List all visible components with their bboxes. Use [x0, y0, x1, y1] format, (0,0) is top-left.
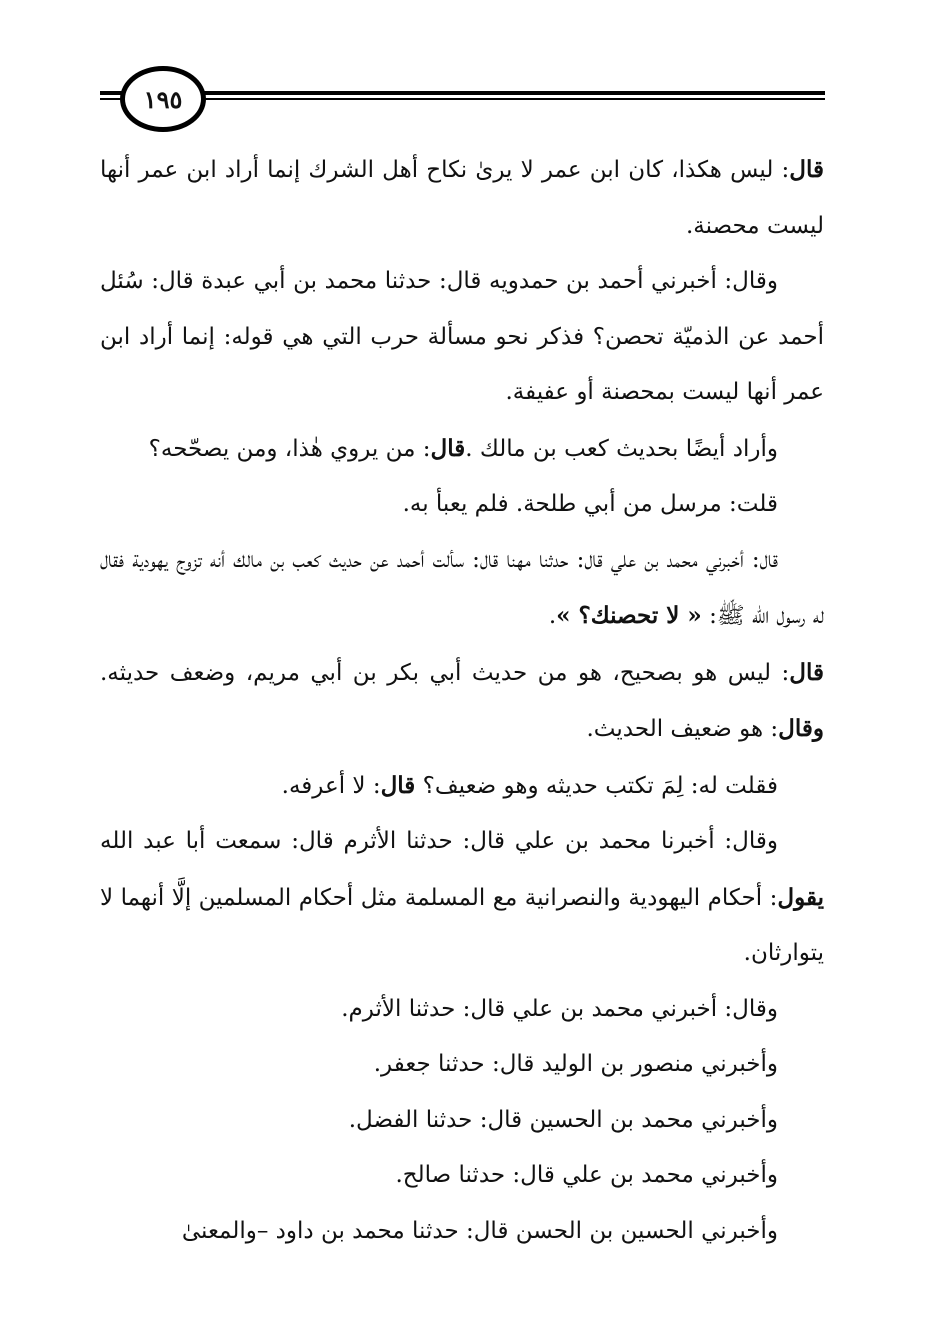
text-segment: وأخبرني الحسين بن الحسن قال: حدثنا محمد بن داود –والمعنىٰ	[181, 1217, 778, 1244]
text-segment: وأخبرني منصور بن الوليد قال: حدثنا جعفر.	[373, 1051, 778, 1077]
text-segment: : ليس هو بصحيح، هو من حديث أبي بكر بن أبي مريم، وضعف حديثه.	[100, 659, 790, 686]
paragraph	[100, 645, 824, 758]
bold-keyword: قال	[789, 658, 824, 686]
text-segment: وأخبرني محمد بن علي قال: حدثنا صالح.	[395, 1162, 778, 1188]
paragraph	[100, 254, 824, 421]
bold-keyword: يقول	[777, 883, 824, 911]
body-text	[100, 142, 824, 1259]
text-segment: وأخبرني محمد بن الحسين قال: حدثنا الفضل.	[348, 1106, 778, 1133]
text-segment: : أحكام اليهودية والنصرانية مع المسلمة مثل أحكام المسلمين إلَّا أنهما لا يتوارثان.	[100, 884, 824, 966]
page-number: ١٩٥	[120, 66, 206, 132]
paragraph	[100, 814, 824, 982]
text-segment: قلت: مرسل من أبي طلحة. فلم يعبأ به.	[402, 491, 778, 517]
text-segment: وقال: أخبرنا محمد بن علي قال: حدثنا الأثرم قال: سمعت أبا عبد الله	[100, 828, 778, 854]
header-rule	[100, 88, 825, 102]
paragraph	[100, 477, 824, 533]
text-segment: وقال: أخبرني محمد بن علي قال: حدثنا الأثرم.	[341, 995, 778, 1022]
header-rule-thick-line	[100, 91, 825, 95]
text-segment: .	[548, 603, 557, 629]
paragraph	[100, 421, 824, 478]
paragraph	[100, 1037, 824, 1093]
bold-keyword: قال	[789, 156, 824, 183]
bold-keyword: « لا تحصنك؟ »	[556, 602, 702, 629]
paragraph	[100, 142, 824, 254]
text-segment: قال: أخبرني محمد بن علي قال: حدثنا مهنا قال: سألت أحمد عن حديث كعب بن مالك أنه تزوج يهودية فقال له رسول الله ﷺ:	[100, 546, 824, 629]
bold-keyword: وقال	[778, 715, 824, 742]
text-segment: : ليس هكذا، كان ابن عمر لا يرىٰ نكاح أهل الشرك إنما أراد ابن عمر أنها ليست محصنة.	[100, 157, 824, 239]
header-rule-thin-line	[100, 98, 825, 100]
text-segment: : هو ضعيف الحديث.	[586, 716, 779, 742]
text-segment: فقلت له: لِمَ تكتب حديثه وهو ضعيف؟	[415, 772, 778, 799]
text-segment: : من يروي هٰذا، ومن يصحّحه؟	[148, 435, 431, 462]
paragraph	[100, 1148, 824, 1204]
text-segment: وقال: أخبرني أحمد بن حمدويه قال: حدثنا محمد بن أبي عبدة قال: سُئل أحمد عن الذميّة تحصن؟ فذكر نحو مسألة حرب التي هي قوله: إنما أراد ابن عمر أنها ليست بمحصنة أو عفيفة.	[100, 268, 824, 405]
bold-keyword: قال	[430, 434, 466, 462]
bold-keyword: قال	[380, 771, 416, 799]
text-segment: : لا أعرفه.	[281, 772, 381, 799]
paragraph	[100, 982, 824, 1038]
paragraph	[100, 1204, 824, 1260]
paragraph	[100, 1093, 824, 1149]
paragraph	[100, 758, 824, 815]
text-segment: وأراد أيضًا بحديث كعب بن مالك .	[465, 435, 778, 462]
paragraph	[100, 533, 824, 645]
